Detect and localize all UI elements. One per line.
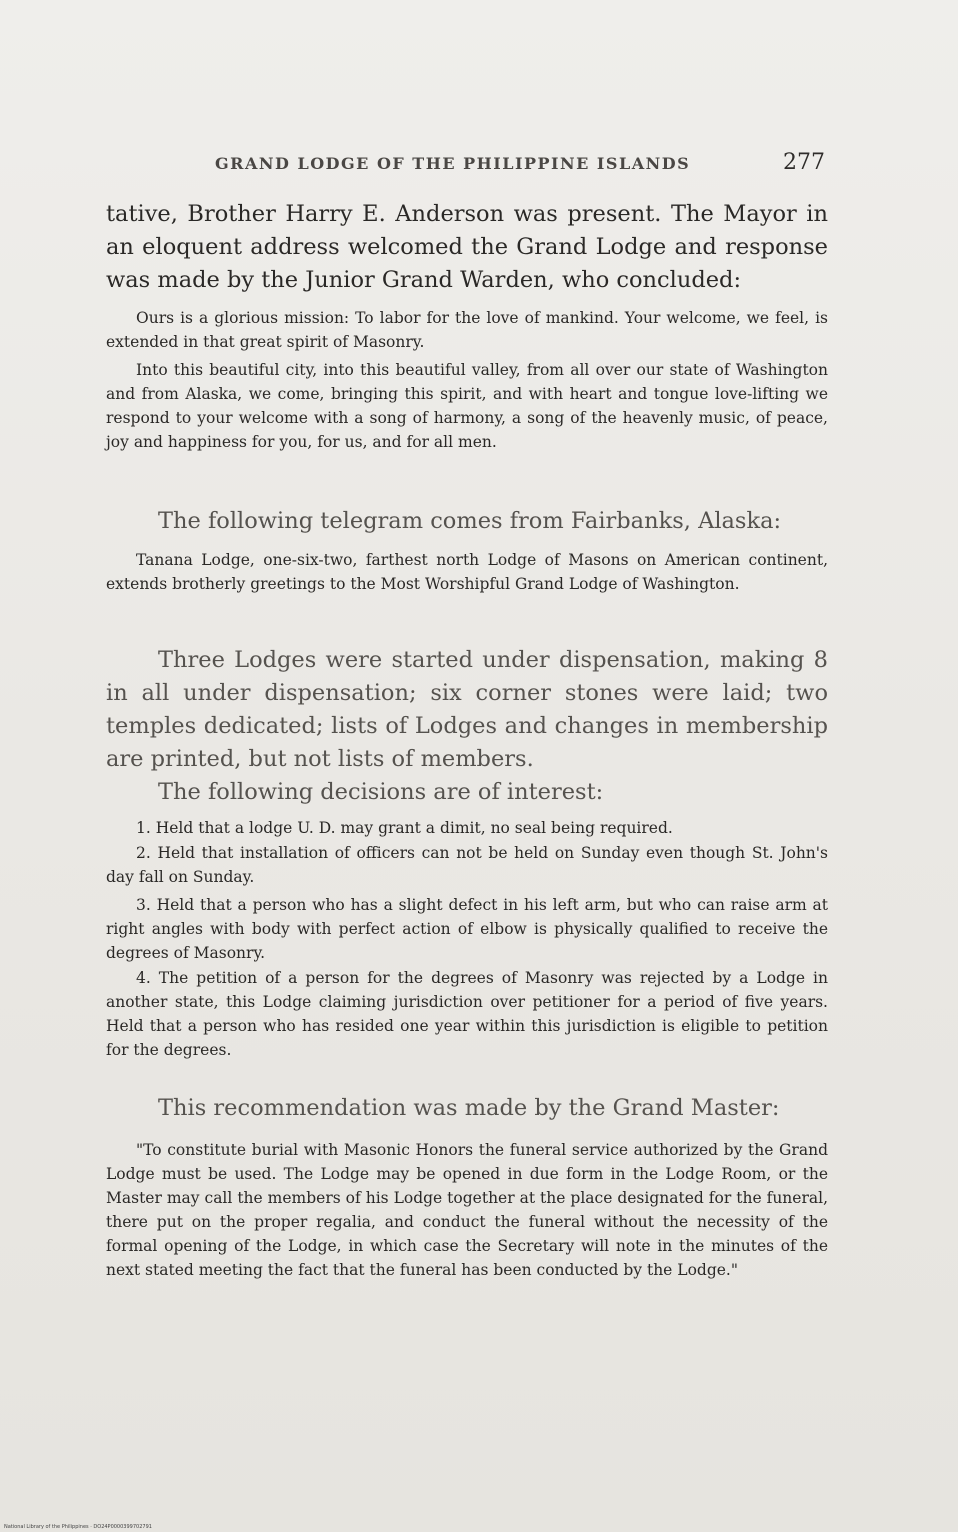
running-title: GRAND LODGE OF THE PHILIPPINE ISLANDS <box>215 154 691 173</box>
decision-4: 4. The petition of a person for the degrees of Masonry was rejected by a Lodge in another state, this Lodge claiming jurisdiction over petitioner for a period of five years. Held that a person who has resided one year within this jurisdiction is eligible to petition for the degrees. <box>106 969 828 1059</box>
paragraph-dispensations: Three Lodges were started under dispensation, making 8 in all under dispensation; six corner stones were laid; two temples dedicated; lists of Lodges and changes in membership are printed, but not lists of members. <box>106 647 828 772</box>
page-number: 277 <box>783 150 825 175</box>
footer-credit: National Library of the Philippines · DO24P0000399702791 <box>4 1524 152 1530</box>
paragraph-recommendation-intro: This recommendation was made by the Grand Master: <box>158 1095 780 1121</box>
page-header <box>215 150 825 175</box>
decision-2: 2. Held that installation of officers can not be held on Sunday even though St. John's day fall on Sunday. <box>106 844 828 886</box>
decision-3: 3. Held that a person who has a slight defect in his left arm, but who can raise arm at right angles with body with perfect action of elbow is physically qualified to receive the degrees of Masonry. <box>106 896 828 962</box>
quote-recommendation: "To constitute burial with Masonic Honors the funeral service authorized by the Grand Lodge must be used. The Lodge may be opened in due form in the Lodge Room, or the Master may call the members of his Lodge together at the place designated for the funeral, there put on the proper regalia, and conduct the funeral without the necessity of the formal opening of the Lodge, in which case the Secretary will note in the minutes of the next stated meeting the fact that the funeral has been conducted by the Lodge." <box>106 1141 828 1279</box>
paragraph-decisions-intro: The following decisions are of interest: <box>158 779 604 805</box>
quote-telegram: Tanana Lodge, one-six-two, farthest north Lodge of Masons on American continent, extends brotherly greetings to the Most Worshipful Grand Lodge of Washington. <box>106 551 828 593</box>
quote-valley: Into this beautiful city, into this beautiful valley, from all over our state of Washington and from Alaska, we come, bringing this spirit, and with heart and tongue love-lifting we respond to your welcome with a song of harmony, a song of the heavenly music, of peace, joy and happiness for you, for us, and for all men. <box>106 361 828 451</box>
paragraph-telegram-intro: The following telegram comes from Fairbanks, Alaska: <box>158 508 782 534</box>
decision-1: 1. Held that a lodge U. D. may grant a dimit, no seal being required. <box>136 819 673 837</box>
paragraph-intro: tative, Brother Harry E. Anderson was present. The Mayor in an eloquent address welcomed the Grand Lodge and response was made by the Junior Grand Warden, who concluded: <box>106 201 828 293</box>
quote-mission: Ours is a glorious mission: To labor for the love of mankind. Your welcome, we feel, is extended in that great spirit of Masonry. <box>106 309 828 351</box>
